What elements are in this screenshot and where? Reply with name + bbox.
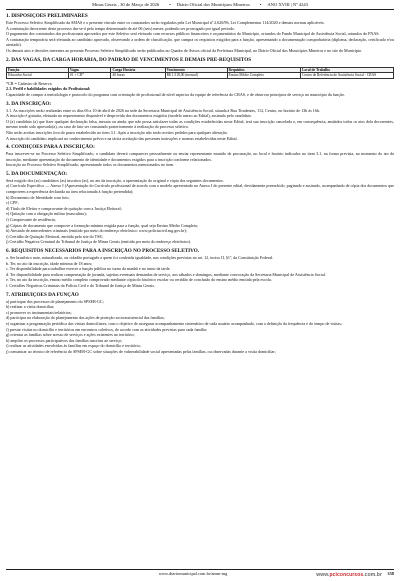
header-edition: • ANO XVIII | Nº 4243 [260,2,308,8]
list-item: a) Currículo Específico — Anexo I (Apresentação do Currículo profissional de acordo com o modelo apresentado no Anexo I do presente edital, devidamente preenchido, paginado e assinado, acompanhado de cópia dos documentos que comprovem a experiência declarada na área relacionada à função pretendida); [6,183,394,195]
list-item: i) Certidão de Quitação Eleitoral, emitida pelo site do TSE; [6,233,104,239]
paragraph: O pagamento dos contratados dos profissionais aprovados por este Seletivo será efetuado com recursos públicos financeiros e orçamentários do Município, oriundos do Fundo Municipal de Assistência Social, oriundos do FNAS. [6,31,380,37]
list-item: h) ampliar os processos participativos das famílias inscritas ao serviço; [6,337,123,343]
section-title-1: 1. DISPOSIÇÕES PRELIMINARES [6,13,88,19]
footer-url[interactable]: www.diariomunicipal.com.br/amm-mg [158,571,228,576]
list-item: e. Ter, no ato da inscrição, ensino médio completo comprovado mediante cópia do histórico escolar ou certidão de conclusão do ensino médio emitida pela escola. [6,277,272,283]
paragraph: O (a) candidato (a) que fizer qualquer declaração falsa, inexata ou ainda, que não possa satisfazer todas as condições estabelecidas neste Edital, terá sua inscrição cancelada e, em consequência, anulados todos os atos dela decorrentes, mesmo tendo sido aprovado(a), ou caso de fato ser constatado posteriormente à realização do processo seletivo. [6,118,394,130]
paragraph: Os demais atos e decisões inerentes ao presente Processo Seletivo Simplificado serão publicados no Quadro de Avisos oficial da Prefeitura Municipal, no Diário Oficial dos Municípios Mineiros e no site do Município. [6,47,363,53]
list-item: i) realizar as atividades envolvidas às famílias em espaço do domicílio e território; [6,343,141,349]
table-row [7,73,394,79]
table-cell: 40 horas [111,73,165,79]
table-cell: Centro de Referência de Assistência Social - CRAS [301,73,394,79]
paragraph: Este Processo Seletivo Simplificado da SMAS e o presente vínculo entre os contratados serão regulados pela Lei Municipal nº 2.626/96, Lei Complementar 114/2020 e demais normas aplicáveis. [6,20,325,25]
section-title-5: 5. DA DOCUMENTAÇÃO: [6,170,68,177]
paragraph: Será exigido dos (as) candidatos (as) inscritos (as), no ato da inscrição, a apresentação do original e cópia dos seguintes documentos: [6,177,224,183]
list-item: j) Certidão Negativa Criminal do Tribunal de Justiça de Minas Gerais (emitida por meio do endereço eletrônico). [6,239,191,245]
list-item: b) realizar a visita domiciliar; [6,304,55,310]
paragraph: Não serão aceitas inscrições fora do prazo estabelecido no item 3.1. Após a inscrição não serão aceitos pedidos para qualquer alteração. [6,129,228,135]
table-cell: Educador Social [7,73,69,79]
list-item: d. Ter disponibilidade para realizar compensação de jornada, sujeitas eventuais demandas de serviço, aos sábados e domingos, mediante convocação da Secretaria Municipal de Assistência Social. [6,271,326,277]
table-cell: R$ 1.518,00 (mensal) [165,73,227,79]
watermark-suffix: .com.br [363,572,382,578]
paragraph: Inscrição no Processo Seletivo Simplificado, apresentando todos os documentos mencionados no item. [6,162,175,168]
list-item: f) prestar visitas no domicílio e territórios em encontros coletivos, de acordo com as atividades previstas para cada família; [6,326,208,332]
list-item: a. Ser brasileiro nato, naturalizado, ou cidadão português a quem foi conferida igualdade, nas condições previstas no art. 12, inciso II, §1º, da Constituição Federal. [6,255,274,260]
paragraph: Para inscrever-se no Processo Seletivo Simplificado, o candidato deverá comparecer pessoalmente ou enviar representante munido de procuração, no local e horário indicados no item 3.1, na forma prevista, no momento do ato da inscrição, mediante apresentação do documento de identidade e documentos exigidos para a inscrição conforme relacionados. [6,151,394,162]
watermark-logo [316,572,382,578]
page-number: 358 [387,571,394,576]
table-header-cell: Carga Horária [111,67,165,73]
list-item: b) Documento de Identidade com foto; [6,194,70,200]
list-item: b. Ter, no ato da inscrição, idade mínima de 18 anos; [6,260,93,266]
section-title-3: 3. DA INSCRIÇÃO: [6,100,52,107]
watermark-prefix: www. [316,572,330,578]
section-title-4: 4. CONDIÇÕES PARA A INSCRIÇÃO: [6,144,95,151]
journal-header [6,2,394,10]
paragraph: A contratação temporária será efetuada ao candidato aprovado, observando a ordem de classificação, que cumpra os requisitos exigidos para a função, apresentando a documentação comprobatória (diploma, declaração, certificado e/ou atestado). [6,36,394,48]
list-item: c) CPF; [6,200,19,206]
table-cell: 01 + CR* [68,73,111,79]
table-header-cell: Função [7,67,69,73]
list-item: j) comunicar ao técnico de referência do SPSEB-GC sobre situações de vulnerabilidade social apresentadas pelas famílias, ou observadas durante a visita domiciliar; [6,348,276,354]
list-item: a) participar dos processos de planejamento do SPSEB-GC; [6,298,104,304]
paragraph: A inscrição do candidato implicará no conhecimento prévio e na tácita aceitação das presentes instruções e normas estabelecidas neste Edital. [6,135,238,141]
header-journal: • Diário Oficial dos Municípios Mineiros [169,2,250,8]
header-date: Minas Gerais , 30 de Março de 2026 [92,2,160,7]
paragraph: 3.1. As inscrições serão realizadas entre os dias 06 a 10 de abril de 2026 na sede da Secretaria Municipal de Assistência Social, situada à Rua Tiradentes, 112, Centro, no horário de 13h às 16h. [6,107,320,113]
table-cell: Ensino Médio Completo [227,73,301,79]
paragraph: A contratação decorrente deste processo dar-se-á pelo tempo determinado de até 06 (seis) meses, podendo ser prorrogado por igual período. [6,25,235,31]
paragraph: A inscrição é gratuita, efetuada no requerimento disponível e desprovida dos documentos exigidos (modelo anexo ao Edital), assinado pelo candidato. [6,113,252,119]
table-header-cell: Vencimento [165,67,227,73]
table-header-cell: Vagas [68,67,111,73]
list-item: e) organizar a programação periódica das visitas domiciliares, com o objetivo de assegurar acompanhamento sistemático de cada usuário acompanhado, com a definição da frequência e do tempo de visitas; [6,320,342,326]
list-item: f. Certidões Negativas Criminais da Polícia Civil e do Tribunal de Justiça de Minas Gerais. [6,282,155,288]
list-item: e) Quitação com a obrigação militar (masculino); [6,211,87,217]
section-title-7: 7. ATRIBUIÇÕES DA FUNÇÃO [6,291,79,298]
list-item: d) Título de Eleitor e comprovante de quitação com a Justiça Eleitoral; [6,205,122,211]
subsection-title: 2.1. Perfil e habilidades exigidos do Profissional: [6,86,91,92]
list-item: g) Cópias de documento que comprove a formação mínima exigida para a função, qual seja Ensino Médio Completo; [6,222,199,228]
table-note: *CR = Cadastro de Reserva [6,80,52,86]
list-item: h) Atestado de antecedentes criminais (emitido por meio do endereço eletrônico: www.policiacivil.mg.gov.br); [6,228,188,234]
vacancy-table [6,67,394,79]
table-header-cell: Local de Trabalho [301,67,394,73]
section-title-2: 2. DAS VAGAS, DA CARGA HORÁRIA, DO PADRÃO DE VENCIMENTOS E DEMAIS PRÉ-REQUISITOS [6,56,252,63]
list-item: g) orientar as famílias sobre acesso de serviços e ações existentes no território; [6,332,135,338]
document-page [6,2,394,579]
list-item: c) promover os instrumentais/relatórios; [6,309,72,315]
table-header-cell: Requisitos [227,67,301,73]
section-title-6: 6. REQUISITOS NECESSÁRIOS PARA A INSCRIÇÃO NO PROCESSO SELETIVO. [6,248,200,254]
list-item: c. Ter disponibilidade para trabalhar exercer a função pública no turno da manhã e no turno da tarde. [6,266,171,272]
list-item: d) participar na elaboração do planejamento das ações de proteção socioassistencial das famílias; [6,315,165,321]
watermark-brand: pciconcursos [329,572,364,578]
list-item: f) Comprovante de residência; [6,217,56,223]
paragraph: Capacidade de compor a metodologia e protocolo do programa com orientação de profissional de nível superior da equipe de referência do CRAS, e de observar princípios de serviço no município da função. [6,91,345,97]
